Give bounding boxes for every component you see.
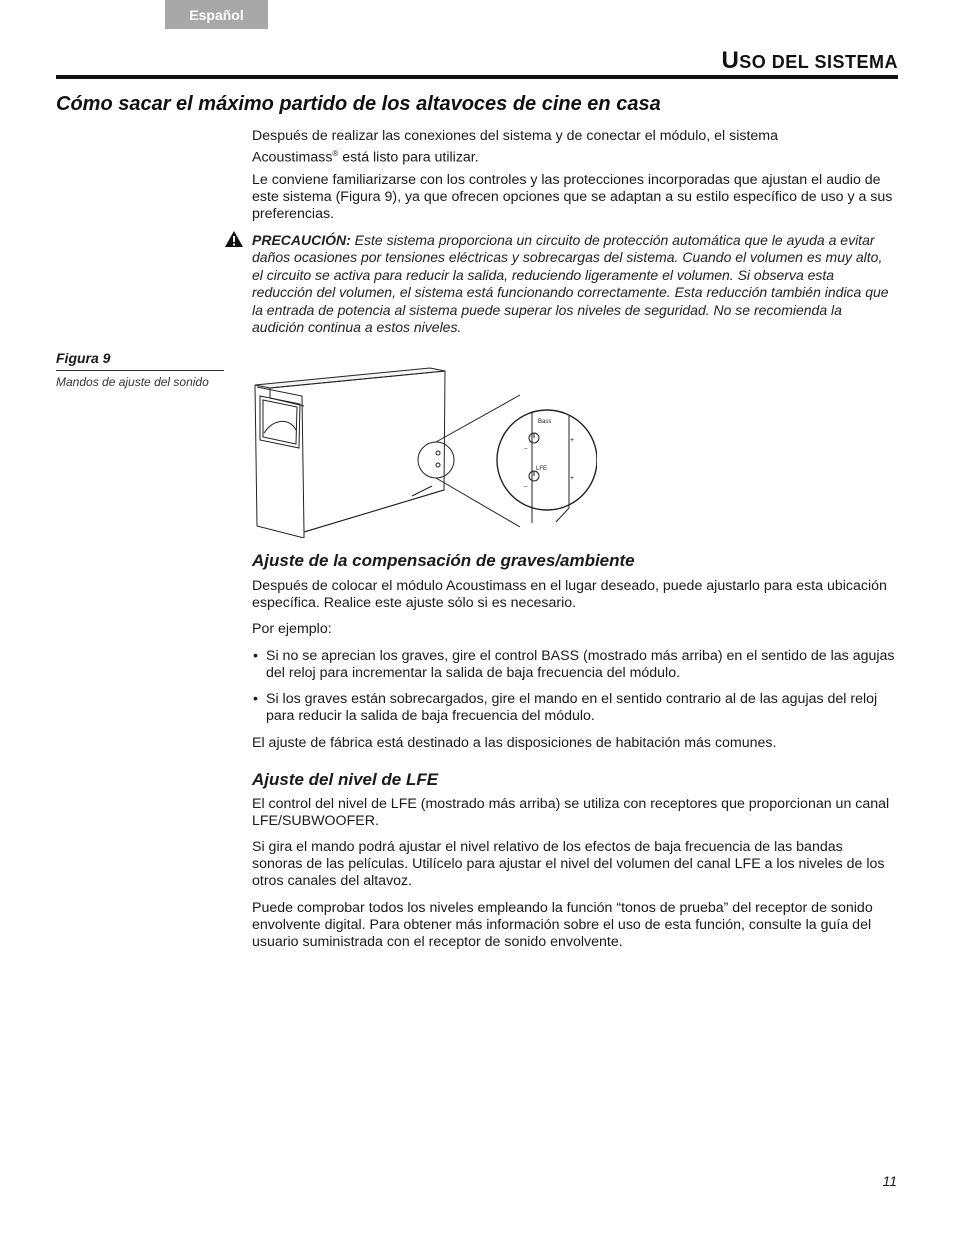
- intro-text-p2: Le conviene familiarizarse con los controles y las protecciones incorporadas que ajustan el audio de este sistema (Figura 9), ya que ofrecen opciones que se adaptan a su estilo específico de uso y a sus preferencias.: [252, 172, 893, 222]
- caution-paragraph: [252, 232, 897, 336]
- intro-text-b: Acoustimass: [252, 149, 333, 166]
- lfe-plus-label: +: [570, 475, 575, 482]
- figure-label: Figura 9: [56, 350, 111, 366]
- lfe-knob-label: LFE: [536, 466, 548, 472]
- registered-mark: ®: [332, 149, 339, 158]
- intro-paragraph-1: [252, 128, 897, 167]
- section-title-rest: SO DEL SISTEMA: [739, 52, 898, 72]
- bass-text-p3: El ajuste de fábrica está destinado a las disposiciones de habitación más comunes.: [252, 735, 777, 751]
- section-title: [721, 47, 898, 75]
- page-number: 11: [882, 1173, 897, 1189]
- warning-icon: [224, 230, 244, 248]
- lfe-minus-label: –: [524, 484, 528, 490]
- lfe-paragraph-3: [252, 900, 897, 951]
- bass-section-heading: Ajuste de la compensación de graves/ambiente: [252, 551, 635, 570]
- bass-paragraph-1: [252, 578, 897, 612]
- bass-plus-label: +: [570, 437, 575, 444]
- bass-minus-label: –: [524, 446, 528, 452]
- header-rule: [56, 75, 898, 79]
- lfe-text-p3: Puede comprobar todos los niveles empleando la función “tonos de prueba” del receptor de sonido envolvente digital. Para obtener más información sobre el uso de esta función, consulte la guía del usuario suministrada con el receptor de sonido envolvente.: [252, 900, 873, 950]
- caution-label: PRECAUCIÓN:: [252, 232, 351, 248]
- lfe-paragraph-1: [252, 796, 897, 830]
- list-item: • Si los graves están sobrecargados, gire el mando en el sentido contrario al de las agujas del reloj para reducir la salida de baja frecuencia del módulo.: [252, 691, 897, 725]
- bass-knob-label: Bass: [538, 419, 552, 425]
- language-tab[interactable]: Español: [165, 0, 268, 29]
- intro-text-a: Después de realizar las conexiones del sistema y de conectar el módulo, el sistema: [252, 128, 778, 144]
- lfe-text-p1: El control del nivel de LFE (mostrado más arriba) se utiliza con receptores que proporcionan un canal LFE/SUBWOOFER.: [252, 796, 890, 829]
- figure-rule: [56, 370, 224, 371]
- lfe-section-heading: Ajuste del nivel de LFE: [252, 770, 439, 789]
- bass-paragraph-3: [252, 735, 897, 752]
- figure-caption: Mandos de ajuste del sonido: [56, 375, 209, 389]
- subwoofer-figure: [252, 358, 597, 538]
- section-title-initial: U: [721, 47, 740, 74]
- main-heading: Cómo sacar el máximo partido de los altavoces de cine en casa: [56, 93, 661, 115]
- caution-text: Este sistema proporciona un circuito de protección automática que le ayuda a evitar daños ocasiones por tensiones eléctricas y sobrecargas del sistema. Cuando el volumen es muy alto, el circuito se activa para reducir la salida, reduciendo ligeramente el volumen. Si observa esta reducción del volumen, el sistema está funcionando correctamente. Esta reducción también indica que la entrada de potencia al sistema puede superar los niveles de seguridad. No se recomienda la audición continua a estos niveles.: [252, 232, 889, 336]
- lfe-text-p2: Si gira el mando podrá ajustar el nivel relativo de los efectos de baja frecuencia de las bandas sonoras de las películas. Utilícelo para ajustar el nivel del volumen del canal LFE a los niveles de los otros canales del altavoz.: [252, 839, 885, 889]
- bass-bullet-list: [252, 648, 897, 734]
- list-item: • Si no se aprecian los graves, gire el control BASS (mostrado más arriba) en el sentido de las agujas del reloj para incrementar la salida de baja frecuencia del módulo.: [252, 648, 897, 682]
- bass-paragraph-2: [252, 621, 897, 638]
- intro-paragraph-2: [252, 172, 897, 223]
- bass-text-p1: Después de colocar el módulo Acoustimass en el lugar deseado, puede ajustarlo para esta ubicación específica. Realice este ajuste sólo si es necesario.: [252, 578, 887, 611]
- bass-text-p2: Por ejemplo:: [252, 621, 332, 637]
- lfe-paragraph-2: [252, 839, 897, 890]
- intro-text-c: está listo para utilizar.: [338, 149, 479, 166]
